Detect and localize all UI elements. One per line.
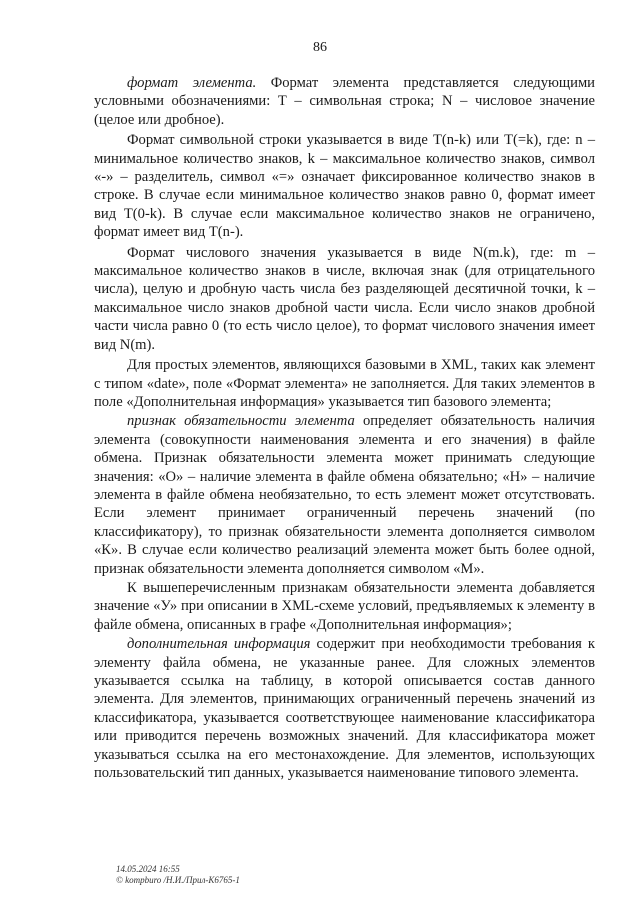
paragraph-text: Формат числового значения указывается в виде N(m.k), где: m – максимальное количество знаков в числе, включая знак (для отрицательного числа), целую и дробную часть числа без разделяющей десятичной точки, k – максимальное число знаков дробной части числа. Если число знаков дробной части числа равно 0 (то есть число целое), то формат числового значения имеет вид N(m).	[94, 244, 595, 353]
term-additional-info: дополнительная информация	[127, 636, 311, 653]
paragraph-required-flag	[94, 412, 595, 578]
paragraph-text: Формат символьной строки указывается в виде Т(n-k) или Т(=k), где: n – минимальное количество знаков, k – максимальное количество знаков, символ «-» – разделитель, символ «=» означает фиксированное количество знаков в строке. В случае если минимальное количество знаков равно 0, формат имеет вид Т(0-k). В случае если максимальное количество знаков не ограничено, формат имеет вид Т(n-).	[94, 132, 595, 241]
paragraph-additional-info	[94, 635, 595, 782]
stamp-date: 14.05.2024 16:55	[116, 864, 180, 874]
paragraph-conditional-flag	[94, 579, 595, 634]
stamp-author: © kompburo /Н.И./Прил-К6765-1	[116, 875, 240, 885]
paragraph-text: определяет обязательность наличия элемента (совокупности наименования элемента и его значения) в файле обмена. Признак обязательности элемента может принимать следующие значения: «О» – наличие элемента в файле обмена обязательно; «Н» – наличие элемента в файле обмена необязательно, то есть элемент может отсутствовать. Если элемент принимает ограниченный перечень значений (по классификатору), то признак обязательности элемента дополняется символом «К». В случае если количество реализаций элемента может быть более одной, признак обязательности элемента дополняется символом «М».	[94, 413, 595, 577]
paragraph-text: К вышеперечисленным признакам обязательности элемента добавляется значение «У» при описании в XML-схеме условий, предъявляемых к элементу в файле обмена, описанных в графе «Дополнительная информация»;	[94, 579, 595, 633]
page-number: 86	[313, 40, 327, 55]
paragraph-string-format	[94, 131, 595, 241]
paragraph-element-format	[94, 74, 595, 129]
term-element-format: формат элемента.	[127, 75, 257, 91]
document-stamp	[116, 864, 240, 886]
term-required-flag: признак обязательности элемента	[127, 413, 355, 430]
paragraph-base-elements	[94, 356, 595, 411]
paragraph-text: Для простых элементов, являющихся базовыми в XML, таких как элемент с типом «date», поле «Формат элемента» не заполняется. Для таких элементов в поле «Дополнительная информация» указывается тип базового элемента;	[94, 357, 595, 410]
document-body	[94, 74, 595, 783]
paragraph-text: Формат элемента представляется следующими условными обозначениями: Т – символьная строка; N – числовое значение (целое или дробное).	[94, 75, 595, 128]
paragraph-number-format	[94, 244, 595, 354]
paragraph-text: содержит при необходимости требования к элементу файла обмена, не указанные ранее. Для сложных элементов указывается ссылка на таблицу, в которой описывается состав данного элемента. Для элементов, принимающих ограниченный перечень значений из классификатора, указывается соответствующее наименование классификатора или приводится перечень возможных значений. Для классификатора может указываться ссылка на его местонахождение. Для элементов, использующих пользовательский тип данных, указывается наименование типового элемента.	[94, 636, 596, 782]
